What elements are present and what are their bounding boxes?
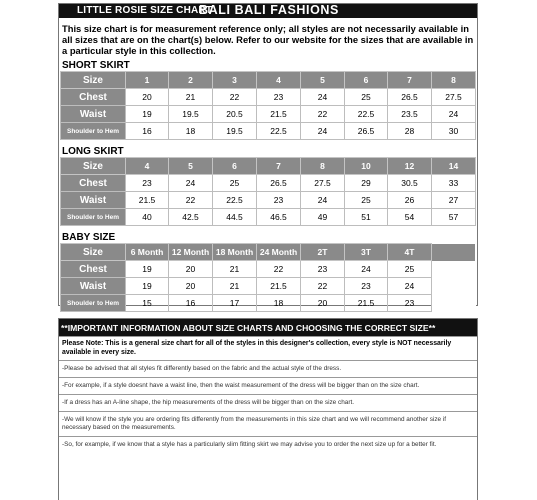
size-cell: 3T [345,244,388,261]
table-cell: 21 [169,89,213,106]
table-cell: 23 [257,89,301,106]
table-cell: 54 [388,209,432,226]
table-cell: 19 [126,278,169,295]
brand-title: BALI BALI FASHIONS [199,3,339,17]
size-cell: 6 Month [126,244,169,261]
size-cell: 5 [301,72,345,89]
chart-intro-text: This size chart is for measurement reference only; all styles are not necessarily available in all sizes that are on the chart(s) below. Refer to our website for the sizes that are available in a particular style in this collection. [62,23,474,56]
size-cell: 2 [169,72,213,89]
baby-size-table [60,243,476,312]
table-cell: 22 [301,106,345,123]
table-cell: 18 [169,123,213,140]
table-cell: 40 [126,209,169,226]
short-skirt-table [60,71,476,140]
empty-cell [432,295,476,312]
row-header: Chest [61,89,126,106]
table-cell: 20 [126,89,169,106]
table-cell: 49 [301,209,345,226]
table-cell: 26.5 [388,89,432,106]
table-cell: 21 [213,261,257,278]
table-cell: 33 [432,175,476,192]
table-cell: 15 [126,295,169,312]
chart-header-bar [59,4,477,18]
table-cell: 24 [301,89,345,106]
empty-cell [432,278,476,295]
table-cell: 24 [301,123,345,140]
table-cell: 21 [213,278,257,295]
table-cell: 22 [169,192,213,209]
size-cell: 24 Month [257,244,301,261]
table-cell: 21.5 [345,295,388,312]
table-cell: 24 [301,192,345,209]
size-cell: 6 [213,158,257,175]
size-cell: 7 [257,158,301,175]
table-cell: 24 [345,261,388,278]
short-skirt-hem-row [61,123,476,140]
table-cell: 19.5 [213,123,257,140]
important-info-panel [58,318,478,500]
row-header: Chest [61,261,126,278]
table-cell: 30.5 [388,175,432,192]
long-skirt-chest-row [61,175,476,192]
table-cell: 51 [345,209,388,226]
size-cell: 18 Month [213,244,257,261]
baby-size-size-row [61,244,476,261]
table-cell: 27.5 [301,175,345,192]
long-skirt-size-row [61,158,476,175]
table-cell: 25 [388,261,432,278]
size-cell: 3 [213,72,257,89]
table-cell: 30 [432,123,476,140]
table-cell: 19.5 [169,106,213,123]
table-cell: 46.5 [257,209,301,226]
size-cell: 7 [388,72,432,89]
size-cell: 12 Month [169,244,213,261]
baby-size-label: BABY SIZE [62,232,116,243]
short-skirt-label: SHORT SKIRT [62,60,130,71]
table-cell: 26 [388,192,432,209]
row-header: Waist [61,106,126,123]
table-cell: 23.5 [388,106,432,123]
size-cell: 1 [126,72,169,89]
size-chart-panel [58,3,478,306]
table-cell: 23 [257,192,301,209]
table-cell: 26.5 [257,175,301,192]
size-cell: 4T [388,244,432,261]
info-header: **IMPORTANT INFORMATION ABOUT SIZE CHARTS AND CHOOSING THE CORRECT SIZE** [59,319,477,336]
size-cell: 4 [126,158,169,175]
table-cell: 16 [126,123,169,140]
table-cell: 16 [169,295,213,312]
chart-title: LITTLE ROSIE SIZE CHART [77,5,213,16]
table-cell: 22 [257,261,301,278]
table-cell: 27.5 [432,89,476,106]
row-header: Chest [61,175,126,192]
table-cell: 25 [345,89,388,106]
row-header: Shoulder to Hem [61,123,126,140]
row-header: Shoulder to Hem [61,209,126,226]
empty-cell [432,261,476,278]
table-cell: 26.5 [345,123,388,140]
table-cell: 28 [388,123,432,140]
info-line: -Please be advised that all styles fit differently based on the fabric and the actual style of the dress. [59,360,477,377]
row-header: Size [61,244,126,261]
table-cell: 29 [345,175,388,192]
size-cell: 14 [432,158,476,175]
info-line: -If a dress has an A-line shape, the hip measurements of the dress will be bigger than on the size chart. [59,394,477,411]
table-cell: 42.5 [169,209,213,226]
long-skirt-waist-row [61,192,476,209]
size-cell: 4 [257,72,301,89]
short-skirt-chest-row [61,89,476,106]
row-header: Shoulder to Hem [61,295,126,312]
long-skirt-table [60,157,476,226]
table-cell: 22.5 [213,192,257,209]
size-cell: 10 [345,158,388,175]
baby-size-hem-row [61,295,476,312]
table-cell: 19 [126,106,169,123]
info-line: -So, for example, if we know that a style has a particularly slim fitting skirt we may advise you to order the next size up for a better fit. [59,436,477,453]
row-header: Size [61,72,126,89]
size-cell: 8 [432,72,476,89]
short-skirt-waist-row [61,106,476,123]
size-cell: 6 [345,72,388,89]
table-cell: 23 [345,278,388,295]
table-cell: 23 [126,175,169,192]
table-cell: 22.5 [345,106,388,123]
size-cell: 2T [301,244,345,261]
baby-size-chest-row [61,261,476,278]
long-skirt-hem-row [61,209,476,226]
table-cell: 21.5 [257,106,301,123]
empty-cell [432,244,476,261]
info-line: -We will know if the style you are ordering fits differently from the measurements in this size chart and we will recommend another size if necessary based on the measurements. [59,411,477,436]
info-line: -For example, if a style doesnt have a waist line, then the waist measurement of the dress will be bigger than on the size chart. [59,377,477,394]
info-note: Please Note: This is a general size chart for all of the styles in this designer's collection, every style is NOT necessarily available in every size. [59,336,477,360]
long-skirt-label: LONG SKIRT [62,146,124,157]
table-cell: 23 [388,295,432,312]
table-cell: 27 [432,192,476,209]
row-header: Size [61,158,126,175]
table-cell: 20 [169,278,213,295]
table-cell: 18 [257,295,301,312]
row-header: Waist [61,192,126,209]
table-cell: 19 [126,261,169,278]
table-cell: 25 [345,192,388,209]
table-cell: 17 [213,295,257,312]
table-cell: 24 [169,175,213,192]
table-cell: 21.5 [126,192,169,209]
short-skirt-size-row [61,72,476,89]
table-cell: 20.5 [213,106,257,123]
table-cell: 25 [213,175,257,192]
table-cell: 24 [432,106,476,123]
baby-size-waist-row [61,278,476,295]
table-cell: 57 [432,209,476,226]
size-cell: 8 [301,158,345,175]
size-cell: 12 [388,158,432,175]
size-cell: 5 [169,158,213,175]
table-cell: 20 [301,295,345,312]
table-cell: 24 [388,278,432,295]
table-cell: 44.5 [213,209,257,226]
table-cell: 21.5 [257,278,301,295]
table-cell: 20 [169,261,213,278]
table-cell: 23 [301,261,345,278]
table-cell: 22.5 [257,123,301,140]
table-cell: 22 [301,278,345,295]
table-cell: 22 [213,89,257,106]
row-header: Waist [61,278,126,295]
